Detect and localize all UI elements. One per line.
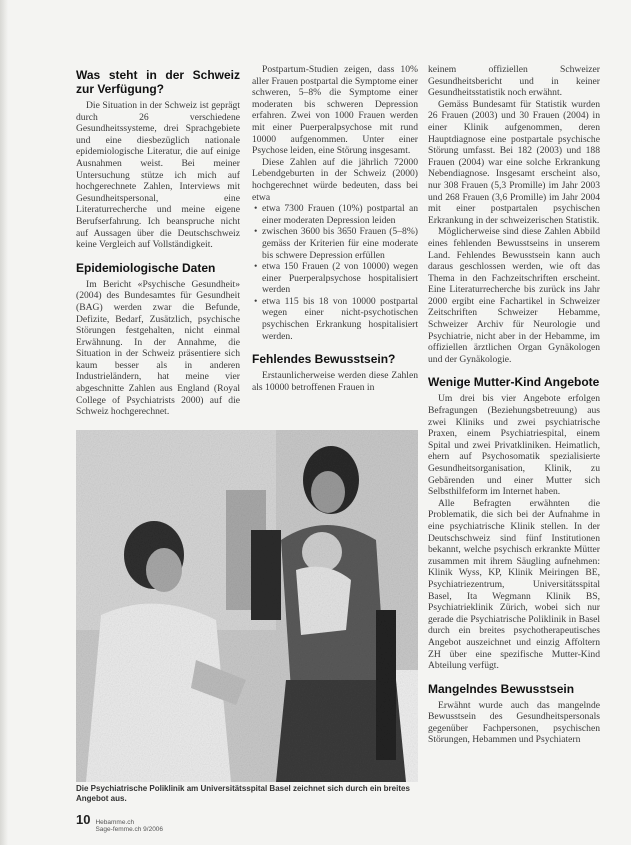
list-item: • zwischen 3600 bis 3650 Frauen (5–8%) gemäss der Kriterien für eine moderate bis schwere Depression erfüllen — [262, 226, 418, 261]
text-column-1 — [76, 68, 240, 418]
publication-info — [95, 819, 163, 833]
list-item: • etwa 7300 Frauen (10%) postpartal an einer moderaten Depression leiden — [262, 203, 418, 226]
paragraph: Postpartum-Studien zeigen, dass 10% aller Frauen postpartal die Symptome einer schweren, 5–8% die Symptome einer moderaten bis schweren Depression erfahren. Zwei von 1000 Frauen werden mit einer Puerperalpsychose mit rund 10000 aufgenommen. Unter einer Psychose leiden, eine Störung insgesamt. — [252, 64, 418, 157]
text-column-3 — [428, 64, 600, 746]
publication-name: Hebamme.ch — [95, 819, 135, 826]
paragraph: Gemäss Bundesamt für Statistik wurden 26 Frauen (2003) und 30 Frauen (2004) in einer Klinik aufgenommen, deren Hauptdiagnose eine postpartale psychische Störung umfasst. Bei 182 (2003) und 188 Frauen (2004) war eine solche Erkrankung Nebendiagnose. Insgesamt erscheint also, nur 308 Frauen (5,3 Promille) im Jahr 2003 und 268 Frauen (3,6 Promille) im Jahr 2004 mit einer postpartalen psychischen Erkrankung in der schweizerischen Statistik. — [428, 98, 600, 226]
paragraph: keinem offiziellen Schweizer Gesundheitsbericht und in keiner Gesundheitsstatistik noch erwähnt. — [428, 64, 600, 99]
paragraph: Diese Zahlen auf die jährlich 72000 Lebendgeburten in der Schweiz (2000) hochgerechnet würde bedeuten, dass bei etwa — [252, 156, 418, 203]
publication-issue: Sage-femme.ch 9/2006 — [95, 826, 164, 833]
scan-shadow — [0, 0, 8, 845]
paragraph: Um drei bis vier Angebote erfolgen Befragungen (Beziehungsbetreuung) aus zwei Kliniks und zwei psychiatrische Praxen, einem Psychiatriespital, einem Spital und zwei Privatkliniken. Heimatlich, ehern auf Psychosomatik spezialisierte Gesundheitsorganisation, Klinik, zu Gebärenden und einer Mutter sich Selbsthilfeform im Internet haben. — [428, 393, 600, 498]
paragraph: Erwähnt wurde auch das mangelnde Bewusstsein des Gesundheitspersonals gegenüber Fachpersonen, psychischen Störungen, Hebammen und Psychiatern — [428, 699, 600, 746]
page-footer — [76, 812, 164, 833]
paragraph: Möglicherweise sind diese Zahlen Abbild eines fehlenden Bewusstseins in unserem Land. Fehlendes Bewusstsein kann auch daraus geschlossen werden, wie oft das Thema in den Fachzeitschriften erscheint. Eine Literaturrecherche bis zurück ins Jahr 2000 ergibt eine Fachartikel in Schweizer Zeitschriften Schweizer Hebamme, Schweizer Archiv für Neurologie und Psychiatrie, nicht aber in der Hebamme, im offiziellen ärztlichen Organ Gynäkologen und der Gynäkologie. — [428, 226, 600, 365]
text-column-2 — [252, 64, 418, 393]
list-item: • etwa 150 Frauen (2 von 10000) wegen einer Puerperalpsychose hospitalisiert werden — [262, 261, 418, 296]
photo-consultation — [76, 430, 418, 782]
paragraph: Erstaunlicherweise werden diese Zahlen als 10000 betroffenen Frauen in — [252, 370, 418, 393]
photo-caption: Die Psychiatrische Poliklinik am Universitätsspital Basel zeichnet sich durch ein breites Angebot aus. — [76, 784, 410, 803]
heading-was-steht: Was steht in der Schweiz zur Verfügung? — [76, 68, 240, 96]
photo-illustration — [76, 430, 418, 782]
heading-mangelndes-bewusstsein: Mangelndes Bewusstsein — [428, 681, 575, 696]
paragraph: Die Situation in der Schweiz ist geprägt durch 26 verschiedene Gesundheitssysteme, drei Sprachgebiete und eine diesbezüglich nationale epidemiologische Literatur, die auf einige Ausnahmen weist. Bei meiner Untersuchung stütze ich mich auf hochgerechnete Zahlen, Interviews mit Gesundheitspersonal, eine Literaturrecherche und meine eigene Berufserfahrung. Ich beanspruche nicht auf Aussagen über die Deutschschweiz keine Vergleich auf Vollständigkeit. — [76, 100, 240, 251]
bullet-list — [252, 203, 418, 342]
paragraph: Im Bericht «Psychische Gesundheit» (2004) des Bundesamtes für Gesundheit (BAG) werden zwar die Befunde, Defizite, Bedarf, Zusätzlich, psychische Störungen festgehalten, nicht einmal Erwähnung. In der Annahme, die Situation in der Schweiz präsentiere sich kaum besser als in anderen Industrieländern, hat meine vier abgeschnitte Zahlen aus England (Royal College of Psychiatrists 2000) auf die Schweiz hochgerechnet. — [76, 278, 240, 418]
heading-fehlendes-bewusstsein: Fehlendes Bewusstsein? — [252, 352, 396, 367]
heading-wenige-mutter-kind: Wenige Mutter-Kind Angebote — [428, 375, 600, 390]
paragraph: Alle Befragten erwähnten die Problematik, die sich bei der Aufnahme in eine psychiatrische Klinik stellen. In der Deutschschweiz sind fünf Institutionen bekannt, welche psychisch erkrankte Mütter zusammen mit ihrem Säugling aufnehmen: Klinik Wyss, KP, Klinik Meiringen BE, Psychiatriezentrum, Universitätsspital Basel, Ita Wegmann Klinik BS, Psychiatrieklinik Zürich, wobei sich nur gerade die Psychiatrische Poliklinik in Basel durch ein breites psychotherapeutisches Angebot auszeichnet und einzig Affoltern ZH über eine spezifische Mutter-Kind Abteilung verfügt. — [428, 497, 600, 672]
heading-epidemiologische-daten: Epidemiologische Daten — [76, 260, 216, 275]
page-number: 10 — [76, 812, 91, 827]
list-item: • etwa 115 bis 18 von 10000 postpartal wegen einer nicht-psychotischen psychischen Erkrankung hospitalisiert werden. — [262, 296, 418, 342]
